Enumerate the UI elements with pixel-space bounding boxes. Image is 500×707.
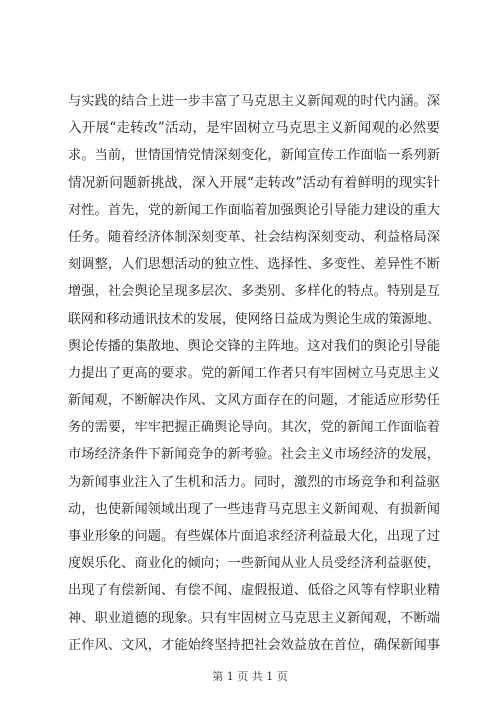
text-line: 正作风、文风，才能始终坚持把社会效益放在首位，确保新闻事 xyxy=(68,637,440,653)
text-line: 新闻观，不断解决作风、文风方面存在的问题，才能适应形势任 xyxy=(68,393,440,409)
text-line: 对性。首先，党的新闻工作面临着加强舆论引导能力建设的重大 xyxy=(68,202,440,218)
text-line: 度娱乐化、商业化的倾向；一些新闻从业人员受经济利益驱使， xyxy=(68,556,440,572)
text-line: 神、职业道德的现象。只有牢固树立马克思主义新闻观，不断端 xyxy=(68,610,440,626)
body-paragraph xyxy=(68,88,440,659)
text-line: 情况新问题新挑战，深入开展“走转改”活动有着鲜明的现实针 xyxy=(68,174,440,191)
text-line: 力提出了更高的要求。党的新闻工作者只有牢固树立马克思主义 xyxy=(68,365,440,381)
text-line: 任务。随着经济体制深刻变革、社会结构深刻变动、利益格局深 xyxy=(68,229,440,245)
text-line: 事业形象的问题。有些媒体片面追求经济利益最大化，出现了过 xyxy=(68,529,440,544)
page-footer xyxy=(0,668,500,684)
text-line: 舆论传播的集散地、舆论交锋的主阵地。这对我们的舆论引导能 xyxy=(68,338,440,354)
text-line: 刻调整，人们思想活动的独立性、选择性、多变性、差异性不断 xyxy=(68,257,440,273)
text-line: 增强，社会舆论呈现多层次、多类别、多样化的特点。特别是互 xyxy=(68,284,440,300)
text-line: 出现了有偿新闻、有偿不闻、虚假报道、低俗之风等有悖职业精 xyxy=(68,583,440,599)
text-line: 动，也使新闻领域出现了一些违背马克思主义新闻观、有损新闻 xyxy=(68,501,440,517)
text-line: 务的需要，牢牢把握正确舆论导向。其次，党的新闻工作面临着 xyxy=(68,420,440,436)
text-line: 求。当前，世情国情党情深刻变化，新闻宣传工作面临一系列新 xyxy=(68,148,440,164)
text-line: 联网和移动通讯技术的发展，使网络日益成为舆论生成的策源地、 xyxy=(68,311,440,327)
text-line: 入开展“走转改”活动，是牢固树立马克思主义新闻观的必然要 xyxy=(68,120,440,137)
text-line: 市场经济条件下新闻竞争的新考验。社会主义市场经济的发展， xyxy=(68,447,440,463)
page-number: 第 1 页 共 1 页 xyxy=(212,670,288,683)
text-line: 为新闻事业注入了生机和活力。同时，激烈的市场竞争和利益驱 xyxy=(68,474,440,490)
text-line: 与实践的结合上进一步丰富了马克思主义新闻观的时代内涵。深 xyxy=(68,94,440,109)
